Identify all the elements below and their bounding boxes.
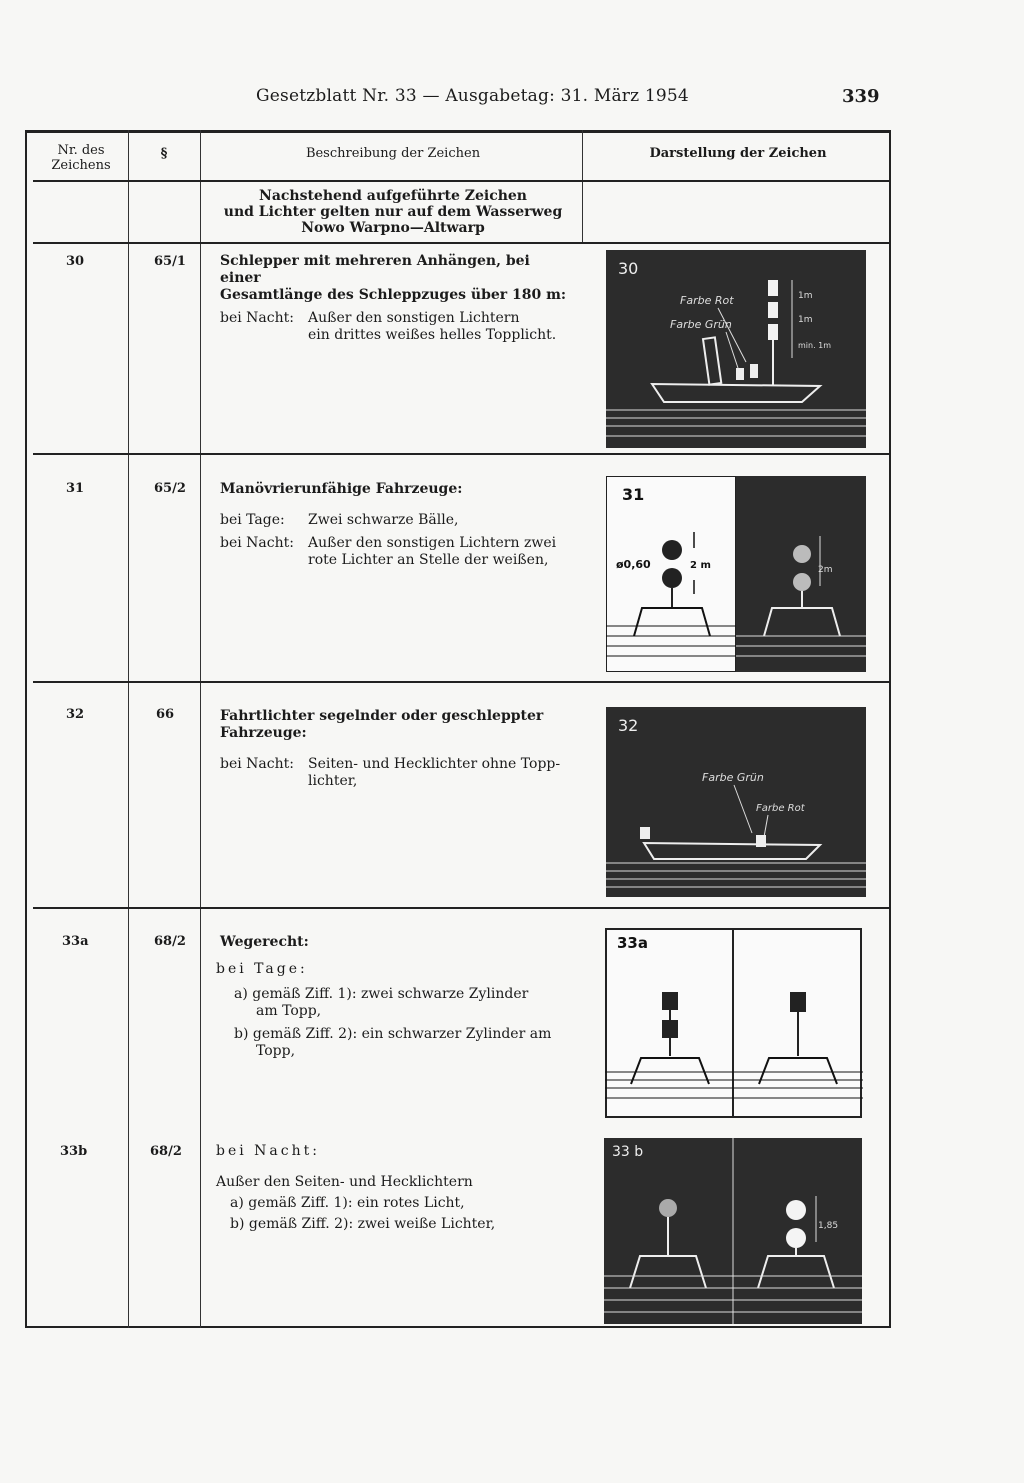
- dim-label: 1m: [798, 291, 813, 301]
- page-number: 339: [842, 86, 880, 107]
- figure-31: [606, 476, 866, 672]
- col-desc-header: Beschreibung der Zeichen: [305, 146, 481, 161]
- figure-number: 33a: [617, 934, 648, 952]
- col-nr-header: Nr. des Zeichens: [51, 143, 111, 173]
- intro-rule: [33, 242, 891, 244]
- column-divider: [128, 130, 129, 1328]
- dim-label: min. 1m: [798, 341, 832, 350]
- column-divider: [582, 130, 583, 242]
- page-header: [0, 82, 1024, 112]
- figure-32: [606, 707, 866, 897]
- figure-label-red: Farbe Rot: [680, 294, 734, 307]
- figure-33a-drawing: [605, 928, 863, 1118]
- sign-number: 33b: [60, 1144, 88, 1159]
- col-para-header: §: [160, 146, 168, 161]
- figure-number: 33 b: [612, 1144, 644, 1160]
- dim-label: 1m: [798, 315, 813, 325]
- paragraph-ref: 65/2: [154, 481, 186, 496]
- figure-33a: [605, 928, 863, 1118]
- distance-label: 1,85: [818, 1221, 839, 1231]
- figure-label-red: Farbe Rot: [756, 803, 805, 814]
- intro-note: Nachstehend aufgeführte Zeichen und Lichter gelten nur auf dem Wasserweg Nowo Warpno—Altwarp: [223, 188, 563, 236]
- description: Manövrierunfähige Fahrzeuge: bei Tage: Zwei schwarze Bälle, bei Nacht: Außer den sonstigen Lichtern zwei rote Lichter an Stelle der weißen,: [220, 481, 557, 568]
- sign-number: 30: [66, 254, 85, 269]
- description: bei Nacht: Außer den Seiten- und Hecklichtern a) gemäß Ziff. 1): ein rotes Licht, b) gemäß Ziff. 2): zwei weiße Lichter,: [216, 1143, 496, 1232]
- figure-33b: [604, 1138, 862, 1324]
- header-title: Gesetzblatt Nr. 33 — Ausgabetag: 31. März 1954: [256, 86, 689, 106]
- header-rule: [33, 180, 891, 182]
- sign-number: 32: [66, 707, 85, 722]
- sign-number: 33a: [62, 934, 89, 949]
- figure-30: [606, 250, 866, 448]
- row-rule: [33, 907, 891, 909]
- column-divider: [200, 130, 201, 1328]
- figure-number: 32: [618, 716, 639, 735]
- description: Wegerecht: bei Tage: a) gemäß Ziff. 1): zwei schwarze Zylinder am Topp, b) gemäß Ziff. 2): ein schwarzer Zylinder am Topp,: [216, 934, 552, 1059]
- figure-number: 30: [618, 259, 639, 278]
- figure-number: 31: [622, 485, 645, 504]
- paragraph-ref: 65/1: [154, 254, 186, 269]
- paragraph-ref: 68/2: [154, 934, 186, 949]
- description: Fahrtlichter segelnder oder geschleppter Fahrzeuge: bei Nacht: Seiten- und Hecklichter ohne Topp- lichter,: [220, 708, 561, 789]
- paragraph-ref: 66: [156, 707, 175, 722]
- figure-label-green: Farbe Grün: [702, 771, 764, 784]
- paragraph-ref: 68/2: [150, 1144, 182, 1159]
- figure-label-green: Farbe Grün: [670, 318, 732, 331]
- row-rule: [33, 453, 891, 455]
- distance-label: 2 m: [690, 560, 711, 571]
- distance-label: 2m: [818, 565, 833, 575]
- figure-32-drawing: [606, 707, 866, 897]
- figure-30-drawing: [606, 250, 866, 448]
- figure-31-drawing: [606, 476, 866, 672]
- row-rule: [33, 681, 891, 683]
- diameter-label: ø0,60: [616, 558, 651, 571]
- sign-number: 31: [66, 481, 85, 496]
- col-fig-header: Darstellung der Zeichen: [649, 146, 827, 161]
- figure-33b-drawing: [604, 1138, 862, 1324]
- description: Schlepper mit mehreren Anhängen, bei einer Gesamtlänge des Schleppzuges über 180 m: bei Nacht: Außer den sonstigen Lichtern ein drittes weißes helles Topplicht.: [220, 253, 567, 343]
